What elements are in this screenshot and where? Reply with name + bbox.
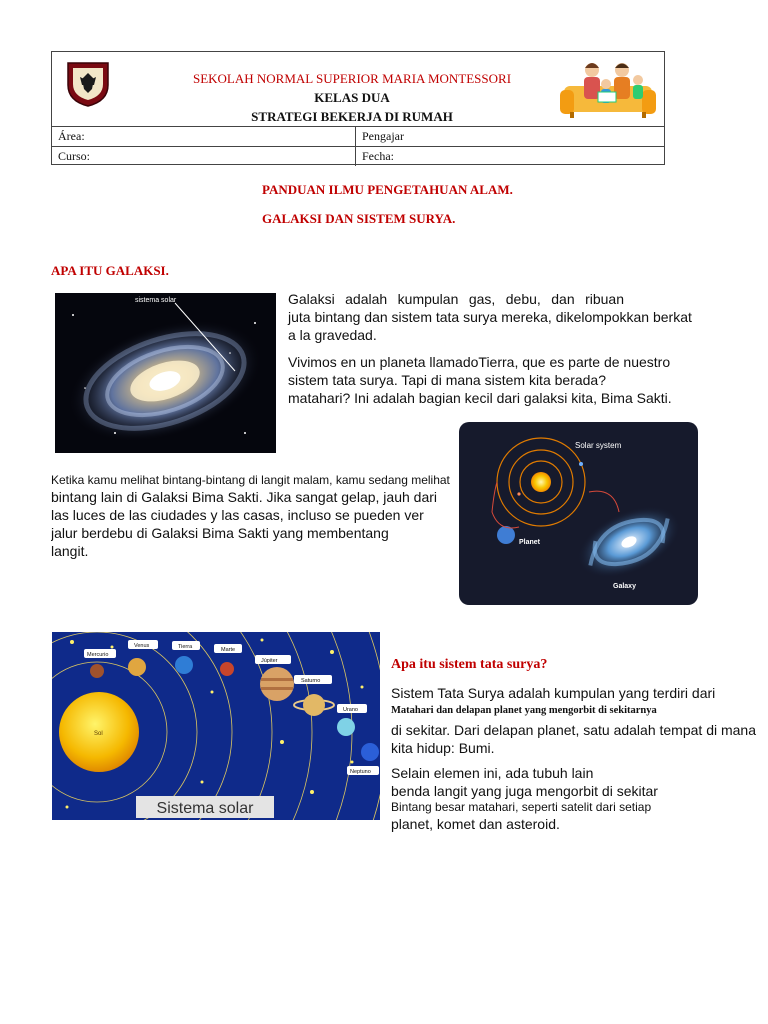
- solar-system-poster: [52, 632, 380, 820]
- galaxy-heading: APA ITU GALAKSI.: [51, 263, 169, 278]
- poster-planet-label-4: Júpiter: [261, 658, 278, 664]
- area-teacher-row: [52, 127, 664, 147]
- header-table: [51, 51, 665, 165]
- family-reading-illustration: [558, 58, 658, 120]
- course-label: Curso:: [58, 149, 91, 163]
- poster-planet-label-3: Marte: [221, 647, 236, 653]
- diagram-planet-label: Planet: [519, 539, 541, 546]
- galaxy-p3-line2: bintang lain di Galaksi Bima Sakti. Jika sangat gelap, jauh dari: [51, 489, 437, 505]
- solar-line-5: Selain elemen ini, ada tubuh lain: [391, 765, 594, 781]
- poster-planet-label-6: Urano: [343, 707, 358, 713]
- galaxy-p3-line5: langit.: [51, 543, 89, 559]
- galaxy-paragraph-2: [288, 353, 718, 407]
- solar-paragraph: [391, 684, 768, 833]
- solar-line-3: di sekitar. Dari delapan planet, satu adalah tempat di mana: [391, 722, 757, 738]
- course-date-row: [52, 147, 664, 166]
- area-label: Área:: [58, 129, 85, 143]
- galaxy-p1-line2: juta bintang dan sistem tata surya mereka, dikelompokkan berkat: [288, 309, 692, 325]
- diagram-solar-label: Solar system: [575, 441, 622, 450]
- teacher-label: Pengajar: [362, 129, 404, 143]
- galaxy-p2-line1: Vivimos en un planeta llamadoTierra, que es parte de nuestro: [288, 354, 671, 370]
- solar-line-4: kita hidup: Bumi.: [391, 740, 495, 756]
- solar-line-1: Sistem Tata Surya adalah kumpulan yang terdiri dari: [391, 685, 716, 701]
- strategy-title: STRATEGI BEKERJA DI RUMAH: [251, 109, 453, 124]
- school-name: SEKOLAH NORMAL SUPERIOR MARIA MONTESSORI: [192, 71, 512, 86]
- galaxy-p1-line3: a la gravedad.: [288, 327, 377, 343]
- galaxy-paragraph-3: [51, 473, 456, 560]
- diagram-galaxy-label: Galaxy: [613, 583, 636, 590]
- solar-line-8: planet, komet dan asteroid.: [391, 816, 560, 832]
- galaxy-p3-line1: Ketika kamu melihat bintang-bintang di langit malam, kamu sedang melihat: [51, 473, 450, 487]
- guide-title: PANDUAN ILMU PENGETAHUAN ALAM.: [262, 182, 513, 197]
- poster-planet-label-7: Neptuno: [350, 769, 371, 775]
- galaxy-p3-line3: las luces de las ciudades y las casas, incluso se pueden ver: [51, 507, 424, 523]
- solar-line-6: benda langit yang juga mengorbit di sekitar: [391, 783, 658, 799]
- poster-title: Sistema solar: [156, 800, 254, 817]
- galaxy-photo-label: sistema solar: [135, 297, 177, 304]
- date-label: Fecha:: [362, 149, 394, 163]
- header-banner: [52, 52, 664, 127]
- galaxy-p1-line1: Galaksi adalah kumpulan gas, debu, dan ribuan: [288, 291, 624, 307]
- galaxy-p2-line2: sistem tata surya. Tapi di mana sistem kita berada?: [288, 372, 607, 388]
- poster-planet-label-1: Venus: [134, 643, 150, 649]
- poster-planet-label-0: Mercurio: [87, 652, 109, 658]
- grade-title: KELAS DUA: [314, 90, 390, 105]
- solar-galaxy-diagram: [459, 422, 698, 605]
- galaxy-photo: [55, 293, 276, 453]
- poster-planet-label-2: Tierra: [178, 644, 193, 650]
- poster-planet-label-5: Saturno: [301, 678, 321, 684]
- solar-heading: Apa itu sistem tata surya?: [391, 657, 548, 672]
- poster-sun-label: Sol: [94, 731, 103, 737]
- galaxy-p3-line4: jalur berdebu di Galaksi Bima Sakti yang membentang: [51, 525, 389, 541]
- solar-line-2: Matahari dan delapan planet yang mengorbit di sekitarnya: [391, 705, 657, 716]
- solar-line-7: Bintang besar matahari, seperti satelit dari setiap: [391, 800, 652, 814]
- galaxy-paragraph-1: [288, 290, 718, 344]
- topic-title: GALAKSI DAN SISTEM SURYA.: [262, 211, 456, 226]
- galaxy-p2-line3: matahari? Ini adalah bagian kecil dari galaksi kita, Bima Sakti.: [288, 390, 672, 406]
